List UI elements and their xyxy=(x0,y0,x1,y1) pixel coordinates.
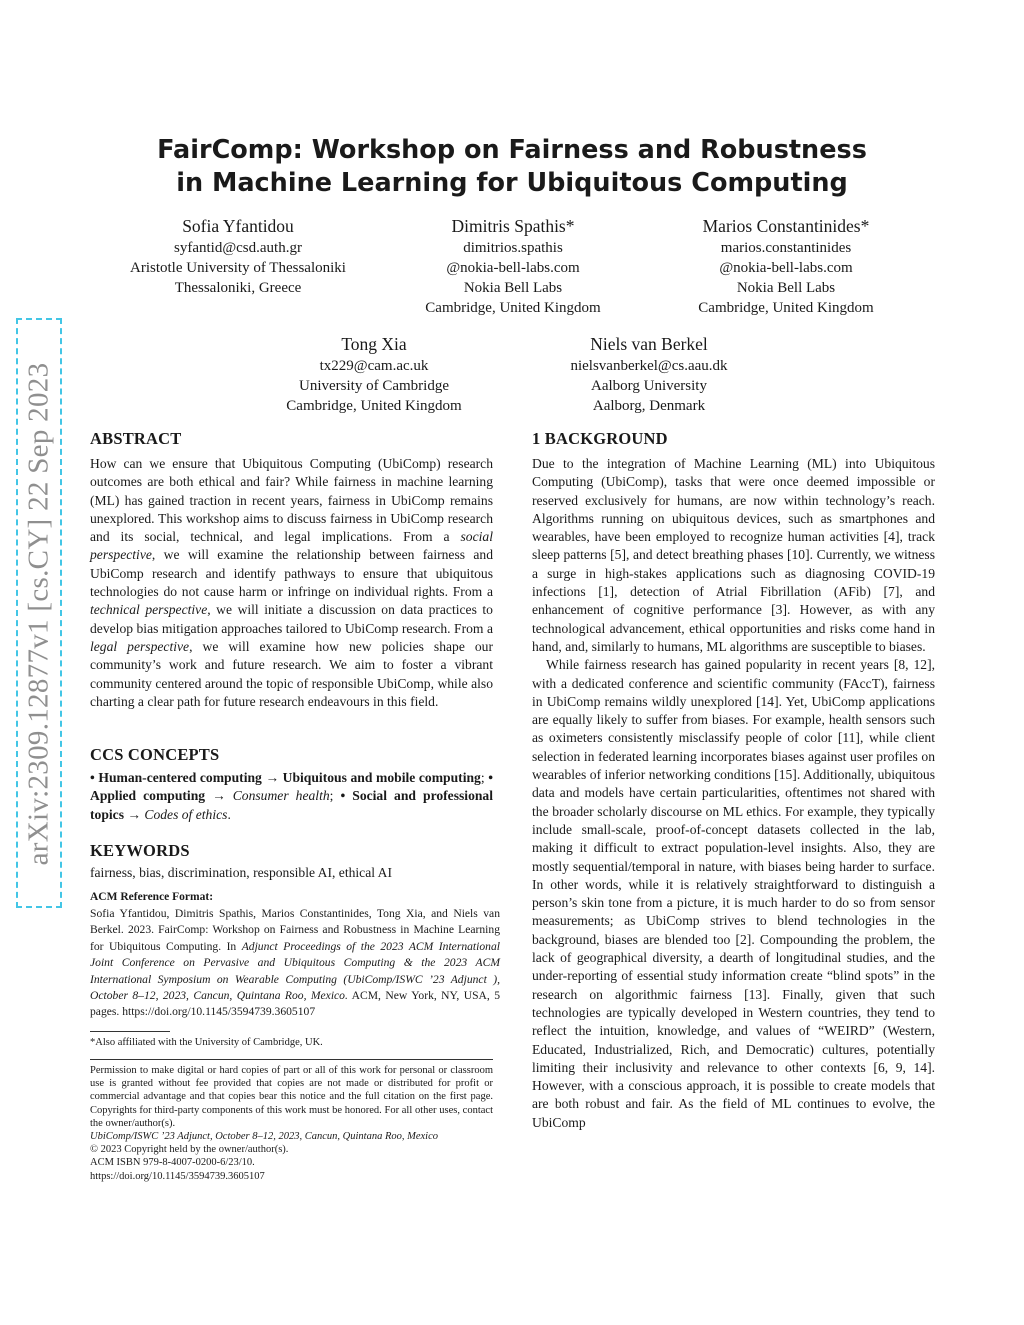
copyright-line: © 2023 Copyright held by the owner/author(s). xyxy=(90,1144,289,1156)
ccs-arrow: → xyxy=(123,806,145,822)
author-location: Aalborg, Denmark xyxy=(592,398,706,414)
ccs-concept-2: • Applied computing xyxy=(90,770,493,804)
ccs-concept-3: • Social and professional topics xyxy=(90,788,493,822)
ccs-period: . xyxy=(227,806,231,822)
background-heading: 1 BACKGROUND xyxy=(532,429,668,448)
affiliation-footnote: *Also affiliated with the University of Cambridge, UK. xyxy=(90,1037,323,1048)
author-affiliation: Aalborg University xyxy=(591,378,707,394)
author-name: Dimitris Spathis* xyxy=(451,216,575,236)
author-name: Sofia Yfantidou xyxy=(182,216,294,236)
abstract-social-perspective: social perspective xyxy=(90,529,493,563)
author-affiliation: Nokia Bell Labs xyxy=(736,280,836,296)
background-paragraph-1: Due to the integration of Machine Learning (ML) into Ubiquitous Computing (UbiComp), tasks that were once deemed impossible or reserved exclusively for humans, are now within technology’s reach. Algorithms running on ubiquitous devices, such as smartphones and wearables, have been employed to recognize human activities [4], track sleep patterns [5], and detect breathing phases [10]. Currently, we witness a surge in high-stakes applications such as diagnosing COVID-19 infections [1], detection of Atrial Fibrillation (AFib) [7], and enhancement of cognitive performance [3]. However, as with any technological advancement, ethical opportunities and risks come hand in hand, and, similarly to humans, ML algorithms are susceptible to biases. xyxy=(532,456,935,654)
author-email: tx229@cam.ac.uk xyxy=(319,358,429,374)
abstract-text-3: , we will initiate a discussion on data practices to develop bias mitigation approaches tailored to UbiComp research. From a xyxy=(90,602,493,636)
abstract-body xyxy=(90,455,493,711)
background-paragraph-2: While fairness research has gained popularity in recent years [8, 12], with a dedicated conference and scientific community (FAccT), fairness in UbiComp remains wildly unexplored [14]. Yet, UbiComp applications are equally likely to suffer from biases. For example, health sensors such as oximeters consistently misclassify people of color [11], while client selection in federated learning incorporates biases against user profiles on wearables of inferior networking conditions [15]. Additionally, ubiquitous data and models have certain particularities, oftentimes not shared with the broader scholarly discourse on ML ethics. For example, they typically include small-scale, proof-of-concept datasets collected in the lab, making it difficult to extract population-level insights. Also, they are mostly sequential/temporal in nature, with biases being harder to surface. In other words, while it is relatively straightforward to distinguish a person’s skin tone from a picture, it is much harder to do so from sensor measurements; as UbiComp strives to blend technologies in the background, biases are blended too [2]. Compounding the problem, the lack of geographical diversity, a dearth of longitudinal studies, and the under-reporting of essential study information create “blind spots” in the research on algorithmic fairness [13]. Finally, given that such technologies are typically developed in Western countries, they tend to reflect the intuition, knowledge, and values of “WEIRD” (Western, Educated, Industrialized, Rich, and Democratic) cultures, potentially limiting their inclusivity and relevance to other contexts [6, 9, 14]. However, with a conscious approach, it is possible to create models that are both robust and fair. As the field of ML continues to evolve, the UbiComp xyxy=(532,657,935,1130)
keywords-heading: KEYWORDS xyxy=(90,841,190,860)
ccs-concept-3-leaf: Codes of ethics xyxy=(144,806,228,822)
abstract-text-2: , we will examine the relationship between fairness and UbiComp research and identify pathways to ensure that ubiquitous technologies do not cause harm or infringe on individual rights. From a xyxy=(90,547,493,600)
doi-link[interactable]: https://doi.org/10.1145/3594739.3605107 xyxy=(90,1170,265,1182)
author-affiliation: Nokia Bell Labs xyxy=(463,280,563,296)
author-email: nielsvanberkel@cs.aau.dk xyxy=(570,358,728,374)
abstract-heading: ABSTRACT xyxy=(90,429,182,448)
author-name: Marios Constantinides* xyxy=(702,216,870,236)
keywords-text: fairness, bias, discrimination, responsible AI, ethical AI xyxy=(90,865,393,880)
author-email: syfantid@csd.auth.gr xyxy=(174,240,302,256)
acm-reference-text: Sofia Yfantidou, Dimitris Spathis, Marios Constantinides, Tong Xia, and Niels van Berkel. 2023. FairComp: Workshop on Fairness and Robustness in Machine Learning for Ubiquitous Computing. In xyxy=(90,907,500,953)
isbn-line: ACM ISBN 979-8-4007-0200-6/23/10. xyxy=(90,1157,255,1169)
acm-reference-heading: ACM Reference Format: xyxy=(90,891,214,903)
author-location: Cambridge, United Kingdom xyxy=(286,398,462,414)
arxiv-identifier: arXiv:2309.12877v1 [cs.CY] 22 Sep 2023 xyxy=(22,362,55,866)
ccs-separator: ; xyxy=(480,770,489,785)
title-line-1: FairComp: Workshop on Fairness and Robustness xyxy=(157,135,867,165)
ccs-concepts-body xyxy=(90,769,493,824)
author-block-5 xyxy=(536,333,762,416)
author-affiliation: Aristotle University of Thessaloniki xyxy=(130,260,346,276)
author-block-1 xyxy=(100,215,376,298)
permission-notice xyxy=(90,1064,493,1183)
author-email-domain: @nokia-bell-labs.com xyxy=(446,260,580,276)
author-email: dimitrios.spathis xyxy=(463,240,563,256)
author-location: Cambridge, United Kingdom xyxy=(698,300,874,316)
author-block-4 xyxy=(262,333,486,416)
acm-reference-venue: Adjunct Proceedings of the 2023 ACM International Joint Conference on Pervasive and Ubiquitous Computing & the 2023 ACM International Symposium on Wearable Computing (UbiComp/ISWC ’23 Adjunct ), October 8–12, 2023, Cancun, Quintana Roo, Mexico. xyxy=(90,939,500,1003)
author-block-2 xyxy=(392,215,634,318)
permission-divider xyxy=(90,1059,493,1060)
author-name: Niels van Berkel xyxy=(590,334,708,354)
author-affiliation: University of Cambridge xyxy=(299,378,449,394)
ccs-arrow: → xyxy=(205,788,233,804)
ccs-concept-1: • Human-centered computing → Ubiquitous and mobile computing xyxy=(90,770,481,785)
conference-venue: UbiComp/ISWC ’23 Adjunct, October 8–12, 2023, Cancun, Quintana Roo, Mexico xyxy=(90,1131,439,1143)
abstract-technical-perspective: technical perspective xyxy=(90,602,208,618)
author-email-domain: @nokia-bell-labs.com xyxy=(719,260,853,276)
footnote-divider xyxy=(90,1031,170,1032)
title-line-2: in Machine Learning for Ubiquitous Computing xyxy=(176,168,848,198)
author-location: Cambridge, United Kingdom xyxy=(425,300,601,316)
acm-reference-publisher: ACM, New York, NY, USA, 5 pages. https://doi.org/10.1145/3594739.3605107 xyxy=(90,989,500,1019)
paper-title xyxy=(150,134,874,200)
author-email: marios.constantinides xyxy=(720,240,852,256)
author-name: Tong Xia xyxy=(341,334,407,354)
abstract-text-1: How can we ensure that Ubiquitous Computing (UbiComp) research outcomes are both ethical and fair? While fairness in machine learning (ML) has gained traction in recent years, fairness in UbiComp remains unexplored. This workshop aims to discuss fairness in UbiComp research and its social, technical, and legal implications. From a xyxy=(90,456,493,545)
abstract-text-4: , we will examine how new policies shape our community’s work and future research. We aim to foster a vibrant community centered around the topic of responsible UbiComp, while also charting a clear path for future research endeavours in this field. xyxy=(90,638,493,709)
ccs-concept-2-leaf: Consumer health xyxy=(232,788,330,804)
author-block-3 xyxy=(660,215,912,318)
author-location: Thessaloniki, Greece xyxy=(174,280,302,296)
background-body xyxy=(532,455,935,1132)
ccs-separator: ; xyxy=(329,788,341,804)
abstract-legal-perspective: legal perspective xyxy=(90,638,190,654)
acm-reference-body xyxy=(90,906,500,1021)
permission-text: Permission to make digital or hard copies of part or all of this work for personal or classroom use is granted without fee provided that copies are not made or distributed for profit or commercial advantage and that copies bear this notice and the full citation on the first page. Copyrights for third-party components of this work must be honored. For all other uses, contact the owner/author(s). xyxy=(90,1065,493,1129)
ccs-concepts-heading: CCS CONCEPTS xyxy=(90,745,220,764)
